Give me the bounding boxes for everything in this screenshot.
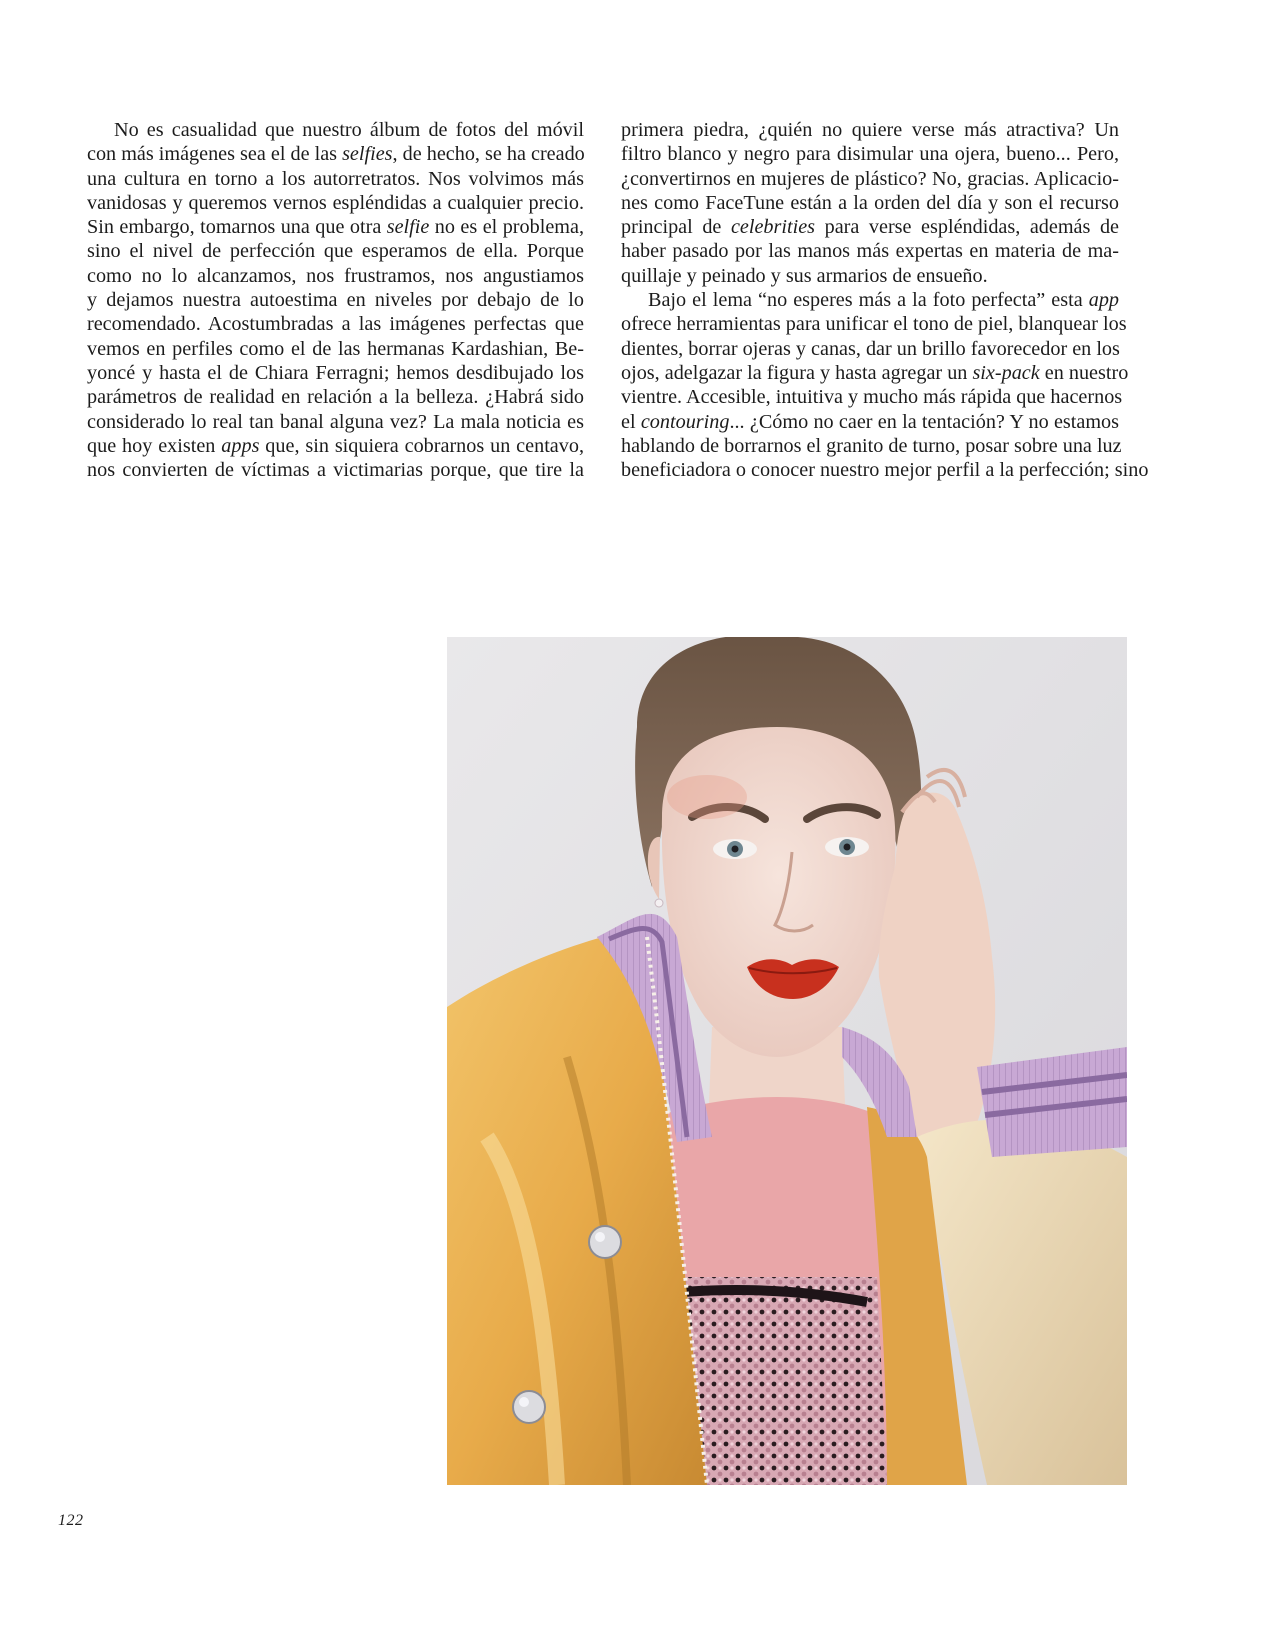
article-line — [621, 142, 1119, 166]
article-line — [621, 410, 1119, 434]
article-column-right — [621, 118, 1149, 482]
article-line — [87, 288, 584, 312]
line-text: una cultura en torno a los autorretratos. Nos volvimos más — [87, 167, 584, 190]
article-line — [621, 191, 1119, 215]
page-number: 122 — [58, 1512, 84, 1529]
article-line — [621, 385, 1123, 409]
line-text: , de hecho, se ha creado — [392, 143, 585, 166]
article-line — [87, 385, 584, 409]
line-text: Sin embargo, tomarnos una que otra — [87, 216, 387, 239]
line-text: dientes, borrar ojeras y canas, dar un brillo favorecedor en los — [621, 337, 1120, 360]
line-text: considerado lo real tan banal alguna vez? La mala noticia es — [87, 410, 584, 433]
line-text: como no lo alcanzamos, nos frustramos, nos angustiamos — [87, 264, 584, 287]
line-text: haber pasado por las manos más expertas en materia de ma- — [621, 240, 1119, 263]
article-line — [87, 337, 584, 361]
line-italic-text: app — [1088, 289, 1119, 312]
line-italic-text: contouring — [640, 410, 730, 433]
line-italic-text: selfie — [386, 216, 430, 239]
line-text: sino el nivel de perfección que esperamos de ella. Porque — [87, 240, 584, 263]
line-text: con más imágenes sea el de las — [87, 143, 343, 166]
article-line — [87, 215, 584, 239]
line-text: vientre. Accesible, intuitiva y mucho más rápida que hacernos — [621, 386, 1123, 409]
line-text: vemos en perfiles como el de las hermanas Kardashian, Be- — [87, 337, 584, 360]
article-line — [621, 434, 1122, 458]
line-text: el — [621, 410, 641, 433]
line-text: que hoy existen — [87, 434, 222, 457]
article-line — [87, 264, 584, 288]
portrait-illustration — [447, 637, 1127, 1485]
line-italic-text: celebrities — [730, 216, 816, 239]
line-text: nos convierten de víctimas a victimarias porque, que tire la — [87, 459, 584, 482]
article-line — [621, 337, 1119, 361]
line-text: filtro blanco y negro para disimular una ojera, bueno... Pero, — [621, 143, 1119, 166]
line-text: parámetros de realidad en relación a la belleza. ¿Habrá sido — [87, 386, 584, 409]
line-text: no es el problema, — [429, 216, 584, 239]
article-line — [621, 239, 1119, 263]
line-text: Bajo el lema “no esperes más a la foto perfecta” esta — [648, 289, 1089, 312]
line-text: beneficiadora o conocer nuestro mejor perfil a la perfección; sino — [621, 459, 1149, 482]
line-text: ojos, adelgazar la figura y hasta agregar un — [621, 361, 973, 384]
article-line — [621, 215, 1119, 239]
article-line — [87, 410, 584, 434]
line-text: recomendado. Acostumbradas a las imágenes perfectas que — [87, 313, 584, 336]
article-line — [621, 167, 1119, 191]
line-text: hablando de borrarnos el granito de turno, posar sobre una luz — [621, 434, 1122, 457]
line-text: principal de — [621, 216, 731, 239]
article-line — [621, 458, 1149, 482]
line-text: ... ¿Cómo no caer en la tentación? Y no estamos — [729, 410, 1119, 433]
article-line — [621, 118, 1119, 142]
article-line — [87, 191, 584, 215]
article-line — [87, 118, 584, 142]
line-text: yoncé y hasta el de Chiara Ferragni; hemos desdibujado los — [87, 361, 584, 384]
article-line — [621, 288, 1119, 312]
article-line — [621, 361, 1129, 385]
article-line — [87, 458, 584, 482]
line-italic-text: six-pack — [972, 361, 1040, 384]
line-text: en nuestro — [1039, 361, 1129, 384]
line-text: que, sin siquiera cobrarnos un centavo, — [259, 434, 584, 457]
portrait-photo — [447, 637, 1127, 1485]
article-line — [621, 264, 1119, 288]
line-text: No es casualidad que nuestro álbum de fotos del móvil — [114, 119, 584, 141]
line-text: quillaje y peinado y sus armarios de ensueño. — [621, 264, 988, 287]
line-text: vanidosas y queremos vernos espléndidas a cualquier precio. — [87, 191, 584, 214]
article-line — [621, 312, 1127, 336]
article-line — [87, 167, 584, 191]
line-text: ofrece herramientas para unificar el tono de piel, blanquear los — [621, 313, 1127, 336]
article-line — [87, 312, 584, 336]
article-column-left — [87, 118, 584, 482]
line-text: nes como FaceTune están a la orden del día y son el recurso — [621, 191, 1119, 214]
line-italic-text: selfies — [342, 143, 393, 166]
article-line — [87, 434, 584, 458]
line-text: ¿convertirnos en mujeres de plástico? No, gracias. Aplicacio- — [621, 167, 1119, 190]
article-line — [87, 361, 584, 385]
line-text: para verse espléndidas, además de — [815, 216, 1119, 239]
article-line — [87, 142, 584, 166]
line-text: y dejamos nuestra autoestima en niveles por debajo de lo — [87, 289, 584, 312]
article-line — [87, 239, 584, 263]
line-italic-text: apps — [221, 434, 260, 457]
line-text: primera piedra, ¿quién no quiere verse más atractiva? Un — [621, 119, 1119, 141]
